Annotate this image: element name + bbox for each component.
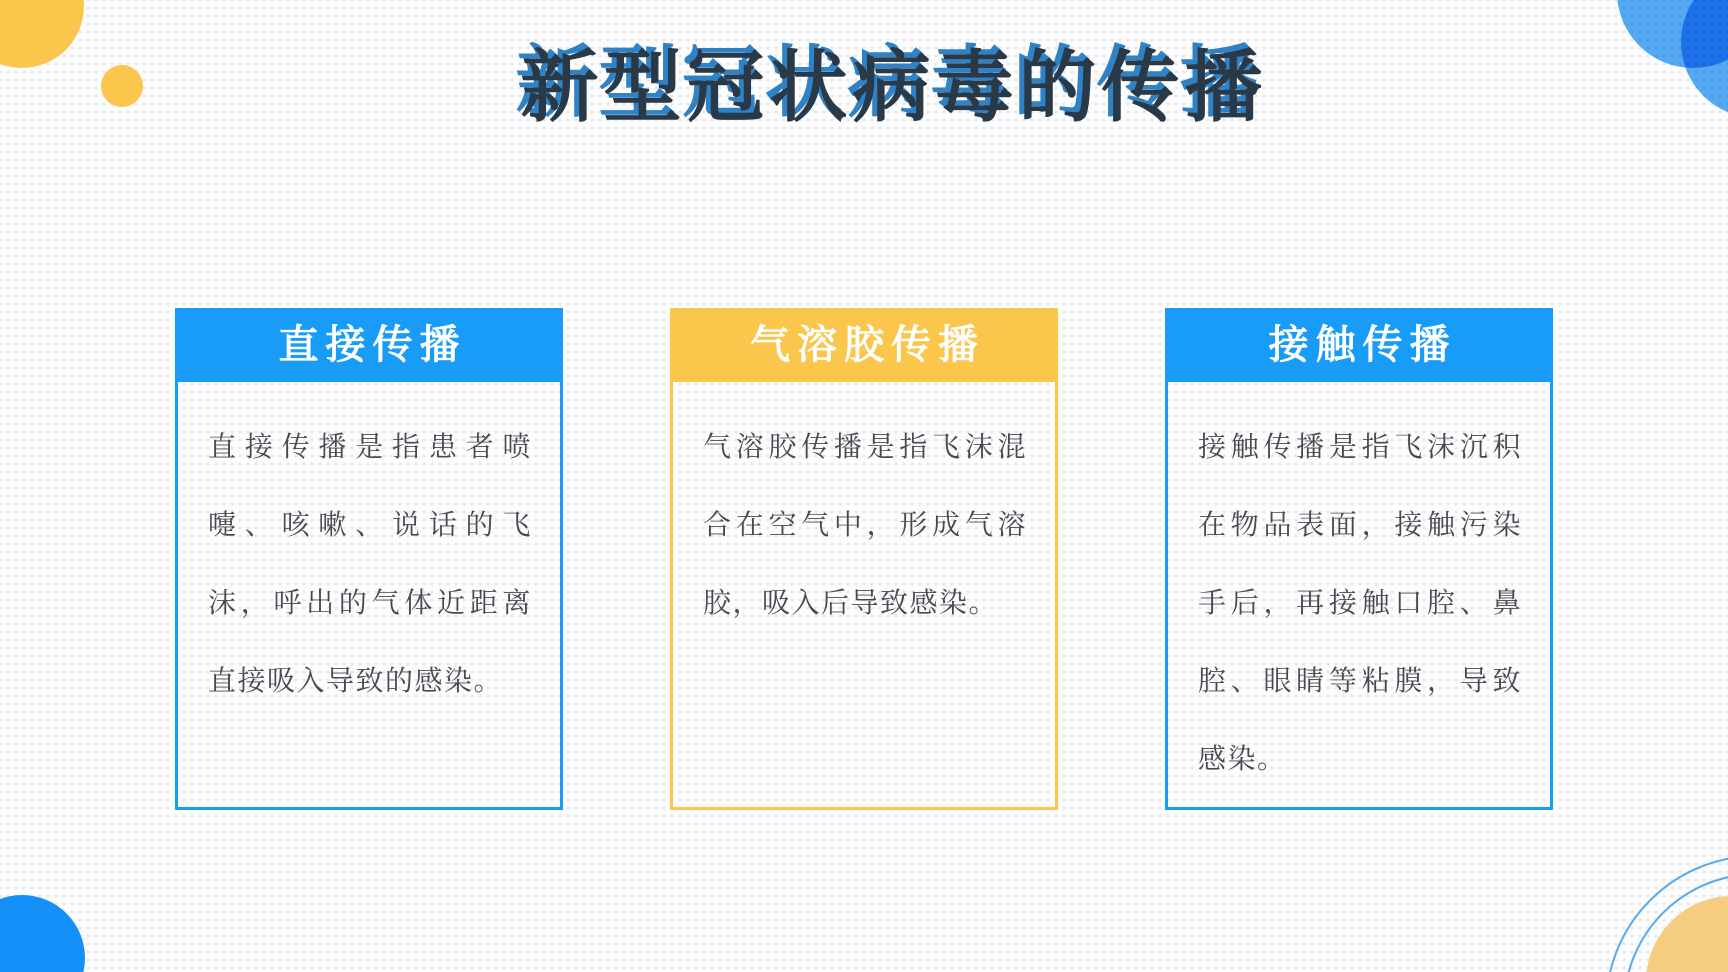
card-aerosol-transmission-text: 气溶胶传播是指飞沫混合在空气中，形成气溶胶，吸入后导致感染。 [703,431,1027,618]
card-direct-transmission-text: 直接传播是指患者喷嚏、咳嗽、说话的飞沫，呼出的气体近距离直接吸入导致的感染。 [208,431,532,696]
card-aerosol-transmission-body [670,382,1058,810]
card-direct-transmission-body [175,382,563,810]
card-contact-transmission-header: 接触传播 [1165,308,1553,382]
transmission-cards-row [175,308,1553,810]
slide-title: 新型冠状病毒的传播 [520,44,1268,131]
card-direct-transmission [175,308,563,810]
card-direct-transmission-header: 直接传播 [175,308,563,382]
card-contact-transmission-body [1165,382,1553,810]
card-contact-transmission [1165,308,1553,810]
decorative-circle-bottom-left [0,895,85,972]
card-aerosol-transmission-header: 气溶胶传播 [670,308,1058,382]
card-aerosol-transmission [670,308,1058,810]
card-contact-transmission-text: 接触传播是指飞沫沉积在物品表面，接触污染手后，再接触口腔、鼻腔、眼睛等粘膜，导致感染。 [1198,431,1522,774]
